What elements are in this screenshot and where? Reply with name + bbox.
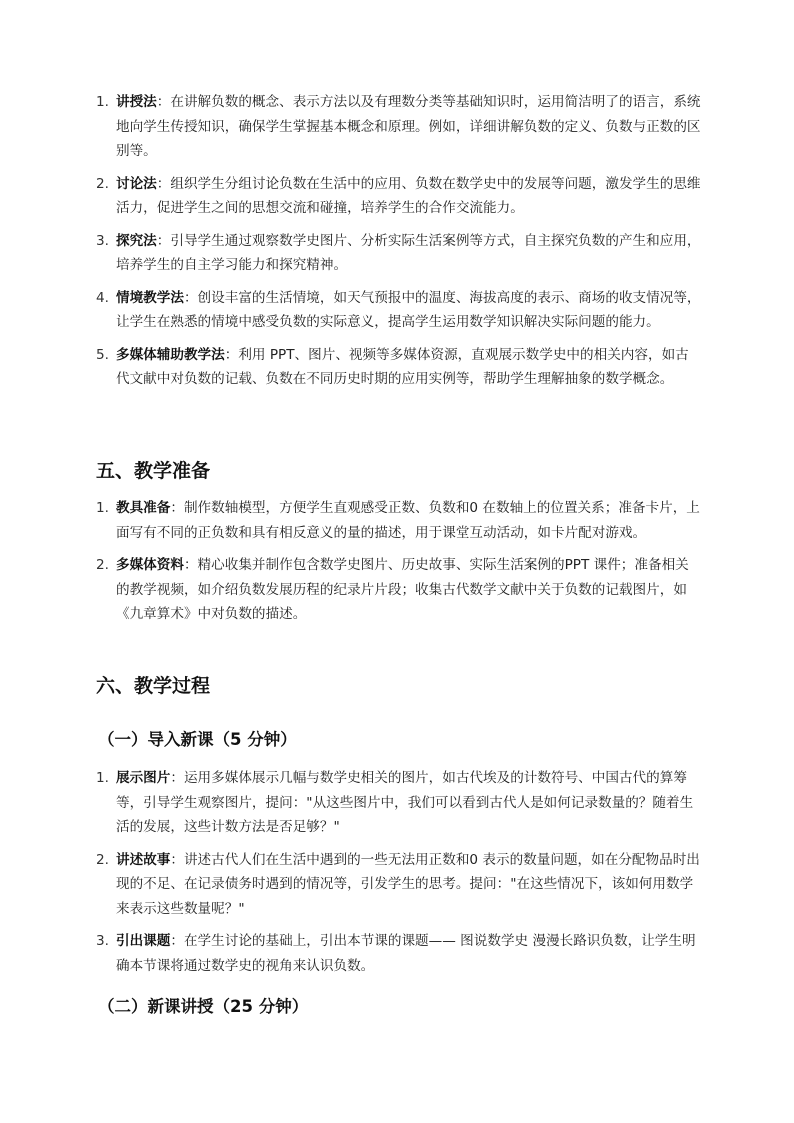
list-number: 3. <box>96 933 109 949</box>
list-number: 1. <box>96 94 109 110</box>
list-number: 5. <box>96 346 109 363</box>
list-item <box>0 229 794 278</box>
list-text: ：利用 PPT、图片、视频等多媒体资源，直观展示数学史中的相关内容，如古代文献中对负数的记载、负数在不同历史时期的应用实例等，帮助学生理解抽象的数学概念。 <box>116 346 689 387</box>
list-lead: 教具准备 <box>116 500 171 516</box>
list-lead: 多媒体资料 <box>116 557 184 573</box>
list-text: ：在学生讨论的基础上，引出本节课的课题—— 图说数学史 漫漫长路识负数，让学生明确本节课将通过数学史的视角来认识负数。 <box>116 933 696 974</box>
list-text: ：创设丰富的生活情境，如天气预报中的温度、海拔高度的表示、商场的收支情况等，让学生在熟悉的情境中感受负数的实际意义，提高学生运用数学知识解决实际问题的能力。 <box>116 289 701 330</box>
list-number: 2. <box>96 175 109 192</box>
list-item <box>0 766 794 840</box>
list-text: ：制作数轴模型，方便学生直观感受正数、负数和0 在数轴上的位置关系；准备卡片，上面写有不同的正负数和具有相反意义的量的描述，用于课堂互动活动，如卡片配对游戏。 <box>116 500 700 541</box>
list-lead: 展示图片 <box>116 770 171 786</box>
list-text: ：运用多媒体展示几幅与数学史相关的图片，如古代埃及的计数符号、中国古代的算筹等，引导学生观察图片，提问："从这些图片中，我们可以看到古代人是如何记录数量的？随着生活的发展，这些计数方法是否足够？" <box>116 770 694 835</box>
subsection-heading: （二）新课讲授（25 分钟） <box>98 997 309 1016</box>
list-lead: 多媒体辅助教学法 <box>116 346 225 363</box>
list-number: 1. <box>96 500 109 516</box>
list-item <box>0 286 794 335</box>
list-number: 2. <box>96 851 109 868</box>
teaching-methods-list <box>0 90 794 392</box>
list-item <box>0 90 794 164</box>
list-item <box>0 172 794 221</box>
list-item <box>0 929 794 978</box>
list-item <box>0 343 794 392</box>
list-lead: 情境教学法 <box>116 289 184 306</box>
list-text: ：讲述古代人们在生活中遇到的一些无法用正数和0 表示的数量问题，如在分配物品时出现的不足、在记录债务时遇到的情况等，引发学生的思考。提问："在这些情况下，该如何用数学来表示这些数量呢？" <box>116 851 700 917</box>
section-heading: 六、教学过程 <box>96 675 211 697</box>
intro-steps-list <box>0 766 794 978</box>
list-item <box>0 496 794 545</box>
list-lead: 引出课题 <box>116 933 171 949</box>
list-number: 1. <box>96 770 109 786</box>
list-lead: 讲述故事 <box>116 851 171 868</box>
list-number: 4. <box>96 289 109 306</box>
subsection-heading: （一）导入新课（5 分钟） <box>98 730 297 749</box>
list-item <box>0 848 794 922</box>
list-item <box>0 553 794 627</box>
list-text: ：引导学生通过观察数学史图片、分析实际生活案例等方式，自主探究负数的产生和应用，培养学生的自主学习能力和探究精神。 <box>116 232 701 273</box>
list-lead: 探究法 <box>116 232 157 249</box>
section-heading: 五、教学准备 <box>96 460 211 482</box>
teaching-prep-list <box>0 496 794 627</box>
list-text: ：在讲解负数的概念、表示方法以及有理数分类等基础知识时，运用简洁明了的语言，系统地向学生传授知识，确保学生掌握基本概念和原理。例如，详细讲解负数的定义、负数与正数的区别等。 <box>116 94 701 159</box>
list-text: ：精心收集并制作包含数学史图片、历史故事、实际生活案例的PPT 课件；准备相关的教学视频，如介绍负数发展历程的纪录片片段；收集古代数学文献中关于负数的记载图片，如《九章算术》中对负数的描述。 <box>116 557 689 622</box>
list-text: ：组织学生分组讨论负数在生活中的应用、负数在数学史中的发展等问题，激发学生的思维活力，促进学生之间的思想交流和碰撞，培养学生的合作交流能力。 <box>116 175 701 216</box>
list-lead: 讲授法 <box>116 94 157 110</box>
list-number: 2. <box>96 557 109 573</box>
list-lead: 讨论法 <box>116 175 157 192</box>
list-number: 3. <box>96 232 109 249</box>
